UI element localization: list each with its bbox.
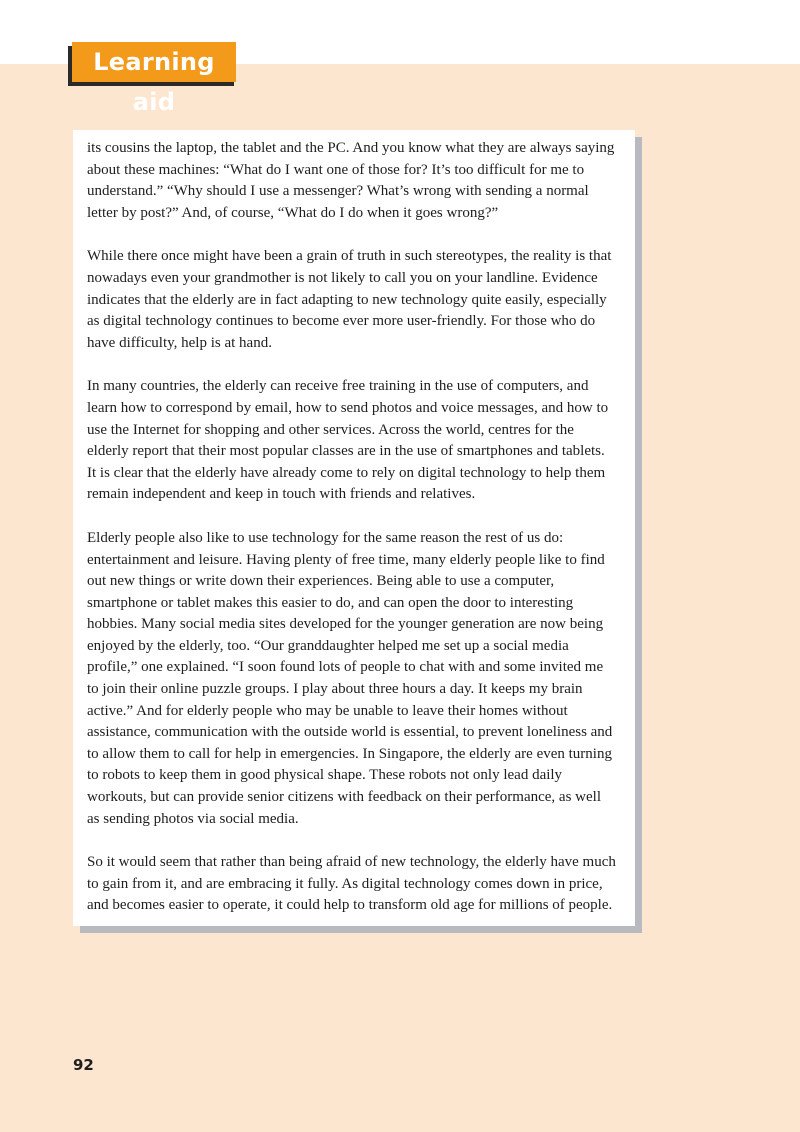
article-paragraph-3: In many countries, the elderly can receive free training in the use of computers, and learn how to correspond by email, how to send photos and voice messages, and how to use the Internet for shopping and other services. Across the world, centres for the elderly report that their most popular classes are in the use of smartphones and tablets. It is clear that the elderly have already come to rely on digital technology to help them remain independent and keep in touch with friends and relatives. <box>87 378 609 503</box>
article-paragraph-1: its cousins the laptop, the tablet and the PC. And you know what they are always saying about these machines: “What do I want one of those for? It’s too difficult for me to understand.” “Why should I use a messenger? What’s wrong with sending a normal letter by post?” And, of course, “What do I do when it goes wrong?” <box>87 140 615 221</box>
article-paragraph-2: While there once might have been a grain of truth in such stereotypes, the reality is that nowadays even your grandmother is not likely to call you on your landline. Evidence indicates that the elderly are in fact adapting to new technology quite easily, especially as digital technology continues to become ever more user-friendly. For those who do have difficulty, help is at hand. <box>87 248 612 351</box>
article-card <box>73 130 635 926</box>
article-paragraph-4: Elderly people also like to use technology for the same reason the rest of us do: entertainment and leisure. Having plenty of free time, many elderly people like to find out new things or write down their experiences. Being able to use a computer, smartphone or tablet makes this easier to do, and can open the door to interesting hobbies. Many social media sites developed for the younger generation are now being enjoyed by the elderly, too. “Our granddaughter helped me set up a social media profile,” one explained. “I soon found lots of people to chat with and some invited me to join their online puzzle groups. I play about three hours a day. It keeps my brain active.” And for elderly people who may be unable to leave their homes without assistance, communication with the outside world is essential, to prevent loneliness and to allow them to call for help in emergencies. In Singapore, the elderly are even turning to robots to keep them in good physical shape. These robots not only lead daily workouts, but can provide senior citizens with feedback on their performance, as well as sending photos via social media. <box>87 529 613 827</box>
article-paragraph-5: So it would seem that rather than being afraid of new technology, the elderly have much to gain from it, and are embracing it fully. As digital technology comes down in price, and becomes easier to operate, it could help to transform old age for millions of people. <box>87 854 616 914</box>
section-badge: Learning aid <box>72 42 236 82</box>
page-number: 92 <box>73 1056 94 1074</box>
